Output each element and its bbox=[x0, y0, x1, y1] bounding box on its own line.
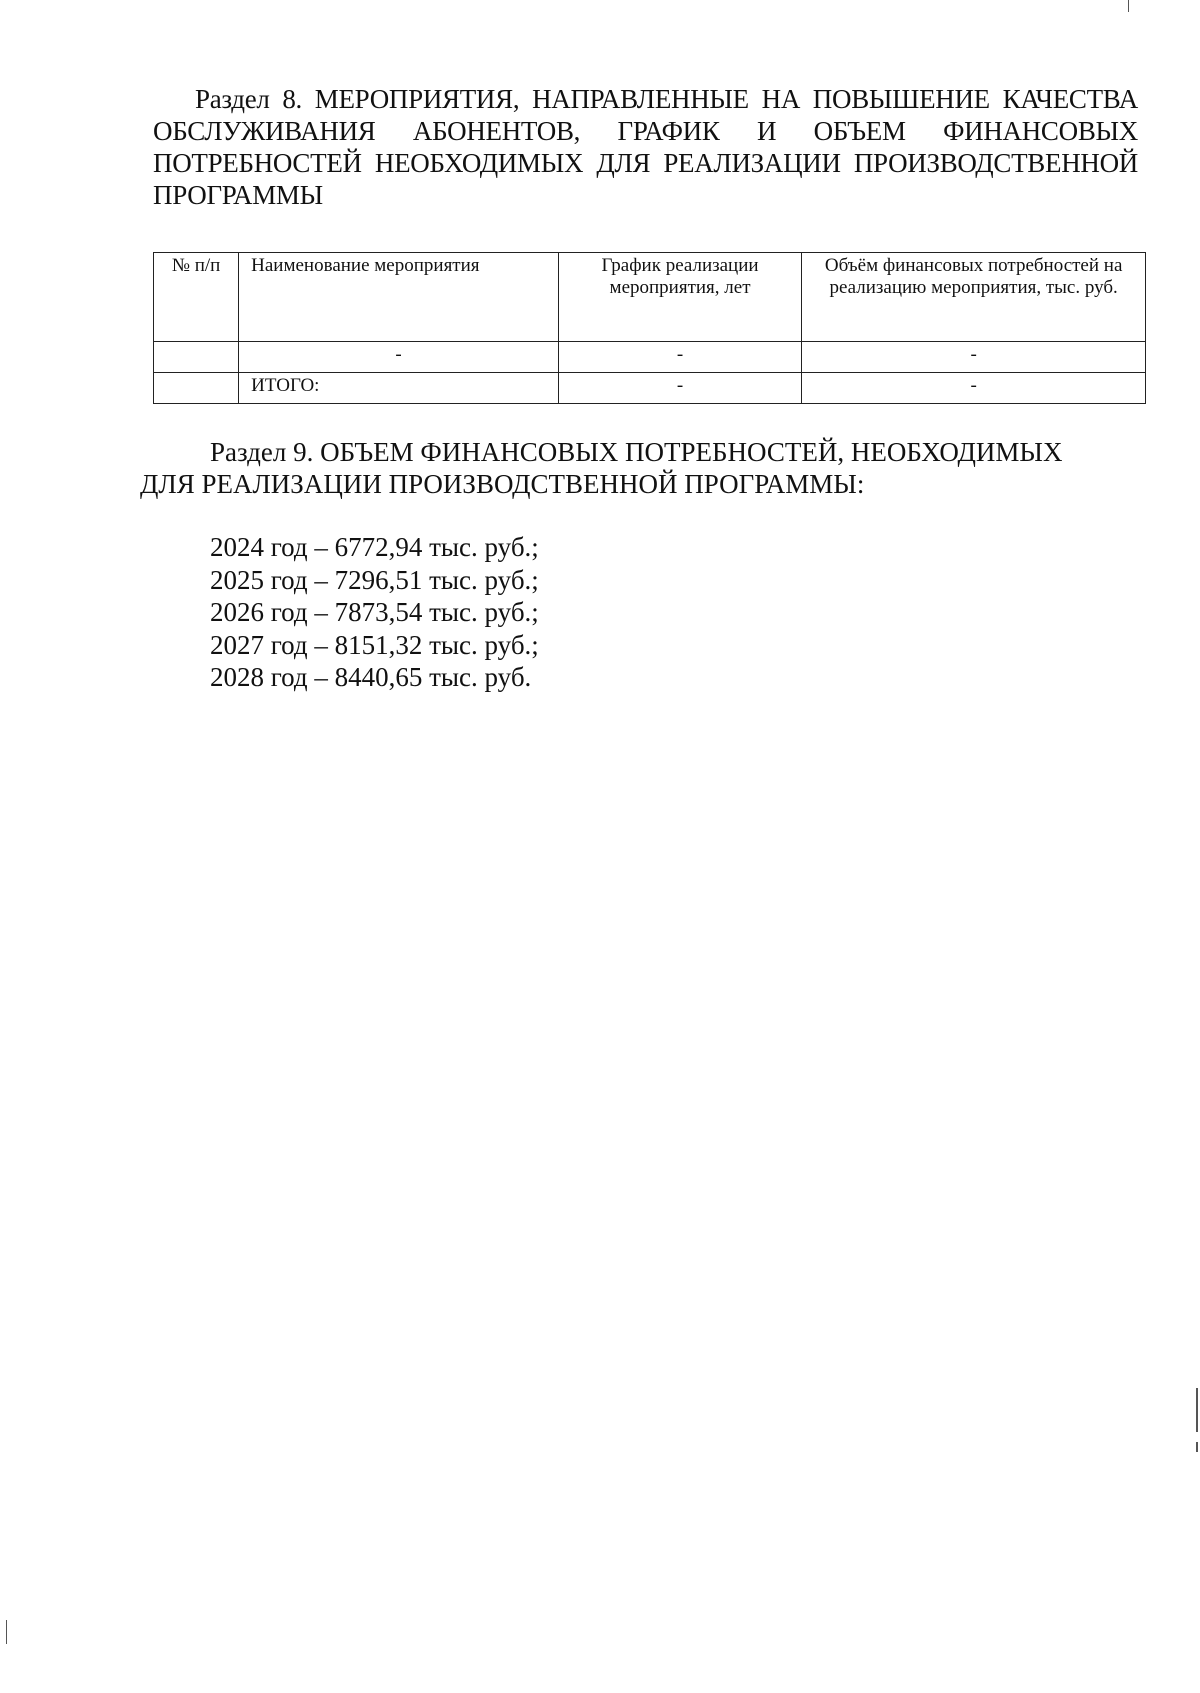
total-num bbox=[154, 373, 239, 404]
section-8-heading: Раздел 8. МЕРОПРИЯТИЯ, НАПРАВЛЕННЫЕ НА ПОВЫШЕНИЕ КАЧЕСТВА ОБСЛУЖИВАНИЯ АБОНЕНТОВ, ГРАФИК И ОБЪЕМ ФИНАНСОВЫХ ПОТРЕБНОСТЕЙ НЕОБХОДИМЫХ ДЛЯ РЕАЛИЗАЦИИ ПРОИЗВОДСТВЕННОЙ ПРОГРАММЫ bbox=[153, 84, 1138, 210]
row-name: - bbox=[239, 342, 559, 373]
header-volume: Объём финансовых потребностей на реализацию мероприятия, тыс. руб. bbox=[802, 253, 1146, 342]
list-item: 2024 год – 6772,94 тыс. руб.; bbox=[210, 532, 539, 562]
scan-mark-top-right bbox=[1128, 0, 1129, 12]
row-volume: - bbox=[802, 342, 1146, 373]
scan-mark-right-edge-small bbox=[1196, 1442, 1198, 1452]
header-name: Наименование мероприятия bbox=[239, 253, 559, 342]
header-num: № п/п bbox=[154, 253, 239, 342]
row-schedule: - bbox=[558, 342, 801, 373]
table-header-row bbox=[154, 253, 1146, 342]
list-item: 2028 год – 8440,65 тыс. руб. bbox=[210, 662, 532, 692]
header-schedule: График реализации мероприятия, лет bbox=[558, 253, 801, 342]
row-num bbox=[154, 342, 239, 373]
scan-mark-right-edge bbox=[1196, 1388, 1198, 1432]
list-item: 2027 год – 8151,32 тыс. руб.; bbox=[210, 629, 539, 660]
total-label: ИТОГО: bbox=[239, 373, 559, 404]
total-schedule: - bbox=[558, 373, 801, 404]
scan-mark-bottom-left bbox=[6, 1620, 7, 1644]
table-row bbox=[154, 342, 1146, 373]
section-9-heading: Раздел 9. ОБЪЕМ ФИНАНСОВЫХ ПОТРЕБНОСТЕЙ, НЕОБХОДИМЫХ ДЛЯ РЕАЛИЗАЦИИ ПРОИЗВОДСТВЕННОЙ ПРОГРАММЫ: bbox=[140, 437, 1063, 499]
list-item: 2026 год – 7873,54 тыс. руб.; bbox=[210, 597, 539, 627]
finance-list bbox=[210, 531, 539, 694]
table-total-row bbox=[154, 373, 1146, 404]
total-volume: - bbox=[802, 373, 1146, 404]
list-item: 2025 год – 7296,51 тыс. руб.; bbox=[210, 564, 539, 595]
measures-table bbox=[153, 252, 1146, 404]
